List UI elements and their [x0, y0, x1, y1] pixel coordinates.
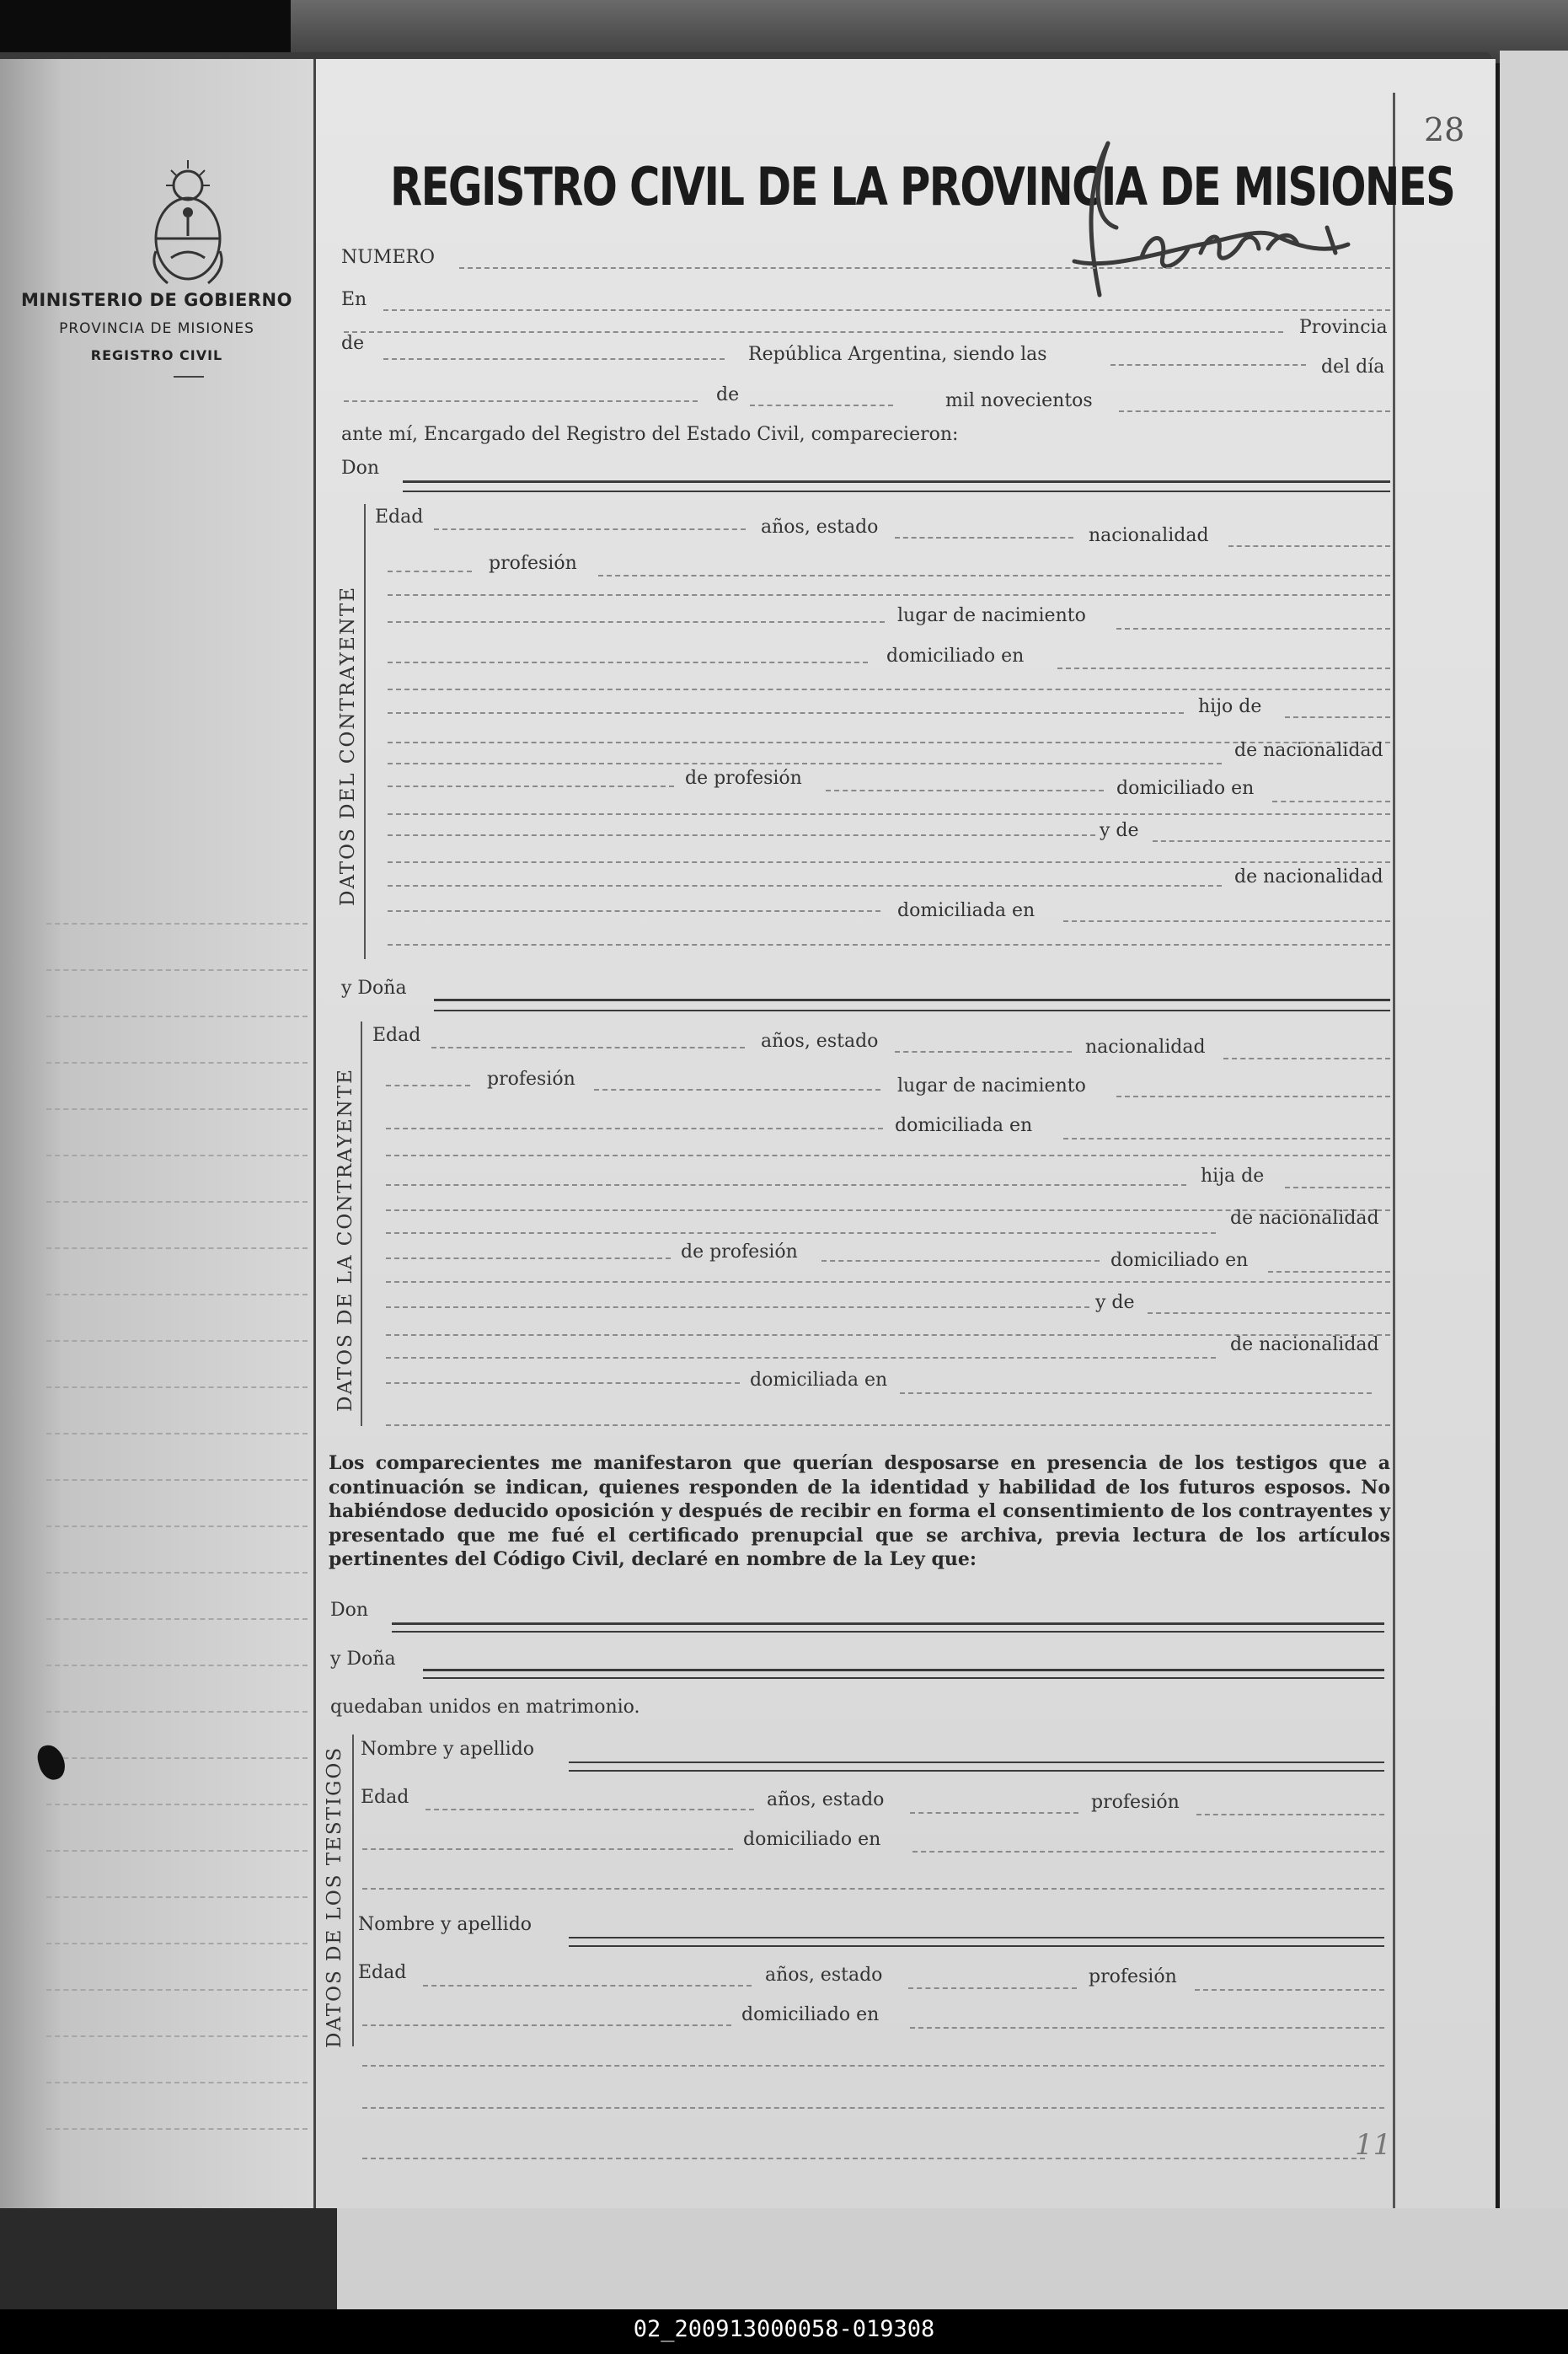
mil-novecientos-label: mil novecientos: [945, 390, 1093, 411]
contrayenta-nacionalidad-field[interactable]: [1223, 1058, 1390, 1059]
contrayenta-padre-profesion-field[interactable]: [821, 1260, 1100, 1262]
don-field-underline: [403, 491, 1390, 492]
margin-rule: [46, 1572, 308, 1574]
testigo2-profesion-label: profesión: [1089, 1966, 1177, 1987]
en-field-continued[interactable]: [344, 331, 1283, 333]
contrayente-padre-field[interactable]: [1285, 716, 1390, 718]
testigo2-domicilio-field[interactable]: [910, 2027, 1384, 2029]
contrayente-line[interactable]: [388, 813, 1390, 815]
ante-mi-text: ante mí, Encargado del Registro del Estado Civil, comparecieron:: [341, 424, 959, 445]
contrayenta-de-profesion-label: de profesión: [681, 1241, 798, 1263]
contrayente-madre-domicilio-field[interactable]: [1063, 920, 1390, 922]
testigo2-profesion-field[interactable]: [1195, 1989, 1384, 1991]
contrayenta-line[interactable]: [386, 1424, 1390, 1426]
decl-don-field[interactable]: [392, 1622, 1384, 1625]
don-field[interactable]: [403, 480, 1390, 483]
contrayenta-madre-domicilio-field[interactable]: [900, 1392, 1372, 1394]
contrayente-y-de-label: y de: [1100, 820, 1139, 841]
margin-rule: [46, 969, 308, 971]
page-number: 28: [1424, 111, 1465, 148]
margin-rule: [46, 1479, 308, 1481]
dona-field[interactable]: [434, 999, 1390, 1001]
image-caption-bar: [0, 2309, 1568, 2354]
contrayenta-domiciliada-label: domiciliada en: [895, 1115, 1033, 1136]
contrayenta-edad-field[interactable]: [431, 1047, 745, 1048]
contrayente-de-nacionalidad-label: de nacionalidad: [1234, 740, 1383, 761]
contrayenta-domicilio-field[interactable]: [1063, 1138, 1390, 1139]
contrayente-domicilio-field[interactable]: [1057, 668, 1390, 669]
margin-rule: [46, 1850, 308, 1852]
argentine-coat-of-arms-icon: [146, 158, 230, 287]
quedaban-text: quedaban unidos en matrimonio.: [330, 1697, 640, 1718]
margin-rule: [46, 1618, 308, 1620]
contrayenta-nacionalidad-label: nacionalidad: [1085, 1037, 1206, 1058]
contrayenta-line[interactable]: [386, 1382, 740, 1384]
contrayente-madre-field[interactable]: [1153, 840, 1390, 842]
divider: [174, 376, 204, 378]
scan-right-edge: [1500, 51, 1568, 2318]
contrayente-lugar-field[interactable]: [1116, 628, 1390, 630]
mes-field[interactable]: [750, 405, 893, 406]
contrayenta-domiciliado-label: domiciliado en: [1110, 1250, 1249, 1271]
contrayente-nacionalidad-label: nacionalidad: [1089, 525, 1209, 546]
closing-line[interactable]: [362, 2107, 1384, 2109]
testigos-bracket: [352, 1735, 354, 2046]
de-field[interactable]: [383, 358, 725, 360]
contrayenta-lugar-nacimiento-label: lugar de nacimiento: [897, 1075, 1086, 1097]
testigo1-line[interactable]: [362, 1888, 1384, 1890]
contrayente-line[interactable]: [388, 689, 1390, 690]
testigo1-anos-estado-label: años, estado: [767, 1789, 885, 1810]
margin-rule: [46, 1201, 308, 1203]
scan-top-left-shadow: [0, 0, 291, 59]
testigo1-domiciliado-label: domiciliado en: [743, 1829, 881, 1850]
right-margin-rule: [1393, 93, 1395, 2208]
contrayente-line[interactable]: [388, 594, 1390, 596]
contrayenta-padre-field[interactable]: [1285, 1187, 1390, 1188]
contrayente-padre-profesion-field[interactable]: [826, 790, 1104, 791]
contrayenta-estado-field[interactable]: [895, 1051, 1072, 1053]
contrayente-line[interactable]: [388, 944, 1390, 946]
margin-rule: [46, 1386, 308, 1388]
margin-rule: [46, 2082, 308, 2083]
image-caption: 02_200913000058-019308: [633, 2316, 935, 2342]
province-name: PROVINCIA DE MISIONES: [59, 320, 254, 337]
contrayenta-bracket: [361, 1021, 362, 1426]
decl-don-label: Don: [330, 1600, 369, 1621]
contrayenta-hija-de-label: hija de: [1201, 1166, 1265, 1187]
testigo2-edad-field[interactable]: [423, 1985, 752, 1987]
testigo1-edad-label: Edad: [361, 1787, 409, 1808]
contrayente-line[interactable]: [388, 621, 885, 623]
margin-rule: [46, 2128, 308, 2130]
testigo1-nombre-label: Nombre y apellido: [361, 1739, 535, 1760]
margin-rule: [46, 2035, 308, 2037]
numero-label: NUMERO: [341, 247, 435, 268]
contrayente-line[interactable]: [388, 786, 674, 787]
margin-rule: [46, 1943, 308, 1944]
contrayente-line[interactable]: [388, 834, 1095, 836]
margin-rule: [46, 923, 308, 925]
contrayente-bracket: [364, 504, 366, 959]
testigo2-anos-estado-label: años, estado: [765, 1965, 883, 1986]
contrayente-line[interactable]: [388, 763, 1222, 764]
ink-blot: [35, 1742, 68, 1783]
contrayenta-profesion-field[interactable]: [594, 1089, 880, 1091]
del-dia-label: del día: [1321, 357, 1385, 378]
handwritten-signature: [1057, 126, 1369, 303]
y-dona-label: y Doña: [341, 978, 407, 999]
contrayenta-de-nacionalidad-label: de nacionalidad: [1230, 1208, 1379, 1229]
de2-label: de: [716, 384, 740, 405]
testigo2-domiciliado-label: domiciliado en: [741, 2004, 880, 2025]
contrayente-domiciliada-label: domiciliada en: [897, 900, 1036, 921]
contrayenta-side-label: DATOS DE LA CONTRAYENTE: [334, 1068, 356, 1412]
contrayenta-padre-domicilio-field[interactable]: [1268, 1271, 1390, 1273]
testigo2-nombre-label: Nombre y apellido: [358, 1914, 532, 1935]
testigos-side-label: DATOS DE LOS TESTIGOS: [324, 1745, 345, 2048]
margin-rule: [46, 1665, 308, 1666]
left-margin-panel: [0, 59, 316, 2208]
testigo1-estado-field[interactable]: [910, 1812, 1078, 1814]
contrayente-de-nacionalidad-2-label: de nacionalidad: [1234, 866, 1383, 887]
scan-bottom-left-shadow: [0, 2208, 337, 2309]
contrayenta-line[interactable]: [386, 1232, 1216, 1234]
anio-field[interactable]: [1119, 410, 1390, 412]
margin-rule: [46, 1340, 308, 1342]
margin-rule: [46, 1062, 308, 1064]
margin-rule: [46, 1711, 308, 1713]
contrayenta-line[interactable]: [386, 1128, 883, 1129]
contrayente-edad-field[interactable]: [434, 528, 746, 530]
contrayente-lugar-nacimiento-label: lugar de nacimiento: [897, 605, 1086, 626]
testigo1-line[interactable]: [362, 1848, 733, 1850]
contrayente-line[interactable]: [388, 861, 1390, 863]
contrayente-profesion-field[interactable]: [598, 575, 1390, 576]
contrayenta-line[interactable]: [386, 1306, 1089, 1308]
contrayenta-line[interactable]: [386, 1281, 1390, 1283]
contrayenta-line[interactable]: [386, 1257, 671, 1259]
ministry-name: MINISTERIO DE GOBIERNO: [21, 290, 292, 310]
contrayenta-nac-field-cont[interactable]: [386, 1085, 470, 1086]
closing-line[interactable]: [362, 2158, 1365, 2159]
contrayente-hijo-de-label: hijo de: [1198, 696, 1262, 717]
contrayente-nac-field-cont[interactable]: [388, 571, 472, 572]
contrayenta-edad-label: Edad: [372, 1025, 421, 1046]
margin-rule: [46, 1294, 308, 1295]
contrayente-anos-estado-label: años, estado: [761, 517, 879, 538]
contrayente-line[interactable]: [388, 910, 880, 912]
margin-rule: [46, 1989, 308, 1991]
en-field[interactable]: [383, 309, 1390, 311]
dona-field-underline: [434, 1010, 1390, 1011]
contrayenta-domiciliada-2-label: domiciliada en: [750, 1370, 888, 1391]
testigo1-domicilio-field[interactable]: [912, 1851, 1384, 1853]
contrayenta-profesion-label: profesión: [487, 1069, 575, 1090]
margin-rule: [46, 1757, 308, 1759]
contrayente-estado-field[interactable]: [895, 537, 1073, 539]
footer-mark: 11: [1355, 2128, 1392, 2162]
margin-rule: [46, 1247, 308, 1249]
contrayente-nacionalidad-field[interactable]: [1228, 545, 1390, 547]
contrayente-line[interactable]: [388, 662, 868, 663]
testigo2-line[interactable]: [362, 2065, 1384, 2067]
testigo2-line[interactable]: [362, 2024, 731, 2026]
contrayente-padre-domicilio-field[interactable]: [1272, 801, 1390, 802]
contrayenta-line[interactable]: [386, 1184, 1186, 1186]
testigo2-edad-label: Edad: [358, 1962, 407, 1983]
margin-rule: [46, 1016, 308, 1017]
testigo1-edad-field[interactable]: [425, 1809, 754, 1810]
margin-rule: [46, 1433, 308, 1434]
contrayente-de-profesion-label: de profesión: [685, 768, 802, 789]
testigo2-estado-field[interactable]: [908, 1987, 1077, 1989]
contrayenta-lugar-field[interactable]: [1116, 1096, 1390, 1097]
provincia-label: Provincia: [1299, 317, 1388, 338]
de-label: de: [341, 333, 365, 354]
contrayente-line[interactable]: [388, 712, 1184, 714]
testigo1-nombre-field[interactable]: [569, 1761, 1384, 1763]
testigo2-nombre-underline: [569, 1945, 1384, 1947]
contrayenta-anos-estado-label: años, estado: [761, 1031, 879, 1052]
testigo1-profesion-field[interactable]: [1196, 1814, 1384, 1815]
testigo2-nombre-field[interactable]: [569, 1937, 1384, 1938]
decl-dona-label: y Doña: [330, 1649, 396, 1670]
contrayenta-line[interactable]: [386, 1155, 1390, 1156]
contrayenta-y-de-label: y de: [1095, 1292, 1135, 1313]
contrayente-domiciliado-2-label: domiciliado en: [1116, 778, 1255, 799]
margin-rule: [46, 1804, 308, 1805]
margin-rule: [46, 1108, 308, 1110]
numero-field[interactable]: [459, 267, 1390, 269]
contrayenta-de-nacionalidad-2-label: de nacionalidad: [1230, 1334, 1379, 1355]
contrayente-line[interactable]: [388, 885, 1222, 887]
margin-rule: [46, 1526, 308, 1527]
decl-dona-field[interactable]: [423, 1669, 1384, 1671]
office-name: REGISTRO CIVIL: [90, 347, 223, 363]
contrayente-profesion-label: profesión: [489, 553, 577, 574]
contrayenta-madre-field[interactable]: [1148, 1312, 1390, 1314]
testigo1-nombre-underline: [569, 1770, 1384, 1772]
contrayente-side-label: DATOS DEL CONTRAYENTE: [337, 585, 359, 906]
contrayente-domiciliado-label: domiciliado en: [886, 646, 1025, 667]
hora-field[interactable]: [1110, 364, 1306, 366]
margin-rule: [46, 1896, 308, 1898]
decl-dona-underline: [423, 1677, 1384, 1679]
republica-label: República Argentina, siendo las: [748, 344, 1047, 365]
decl-don-underline: [392, 1631, 1384, 1633]
testigo1-profesion-label: profesión: [1091, 1792, 1180, 1813]
declaration-paragraph: Los comparecientes me manifestaron que querían desposarse en presencia de los testigos que a continuación se indican, quienes responden de la identidad y habilidad de los futuros esposos. No habiéndose deducido oposición y después de recibir en forma el consentimiento de los contrayentes y presentado que me fué el certificado prenupcial que se archiva, previa lectura de los artículos pertinentes del Código Civil, declaré en nombre de la Ley que:: [329, 1452, 1390, 1570]
don-label: Don: [341, 458, 380, 479]
form-title: REGISTRO CIVIL DE LA PROVINCIA DE MISIONES: [390, 156, 1455, 217]
contrayenta-line[interactable]: [386, 1357, 1216, 1359]
en-label: En: [341, 289, 367, 310]
margin-rule: [46, 1155, 308, 1156]
dia-field[interactable]: [344, 400, 698, 402]
contrayente-edad-label: Edad: [375, 507, 424, 528]
